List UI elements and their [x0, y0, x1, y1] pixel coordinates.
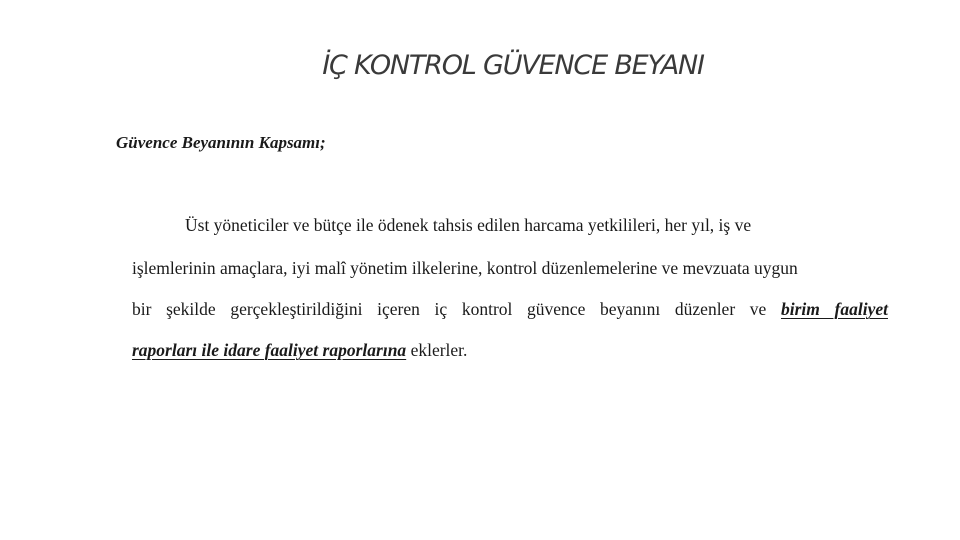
paragraph-line-3	[132, 299, 888, 320]
paragraph-line-1: Üst yöneticiler ve bütçe ile ödenek tahsis edilen harcama yetkilileri, her yıl, iş ve	[185, 215, 752, 235]
slide-title: İÇ KONTROL GÜVENCE BEYANI	[322, 50, 704, 81]
paragraph-line-4-text: eklerler.	[406, 340, 468, 360]
paragraph-line-2: işlemlerinin amaçlara, iyi malî yönetim ilkelerine, kontrol düzenlemelerine ve mevzuata uygun	[132, 258, 798, 278]
section-subheading: Güvence Beyanının Kapsamı;	[116, 133, 326, 152]
paragraph-line-4	[132, 340, 888, 361]
paragraph-line-3-text: bir şekilde gerçekleştirildiğini içeren iç kontrol güvence beyanını düzenler ve	[132, 299, 767, 319]
emphasis-birim-faaliyet: birim faaliyet	[780, 299, 888, 319]
emphasis-faaliyet-raporlari: raporları ile idare faaliyet raporlarına	[132, 340, 407, 360]
